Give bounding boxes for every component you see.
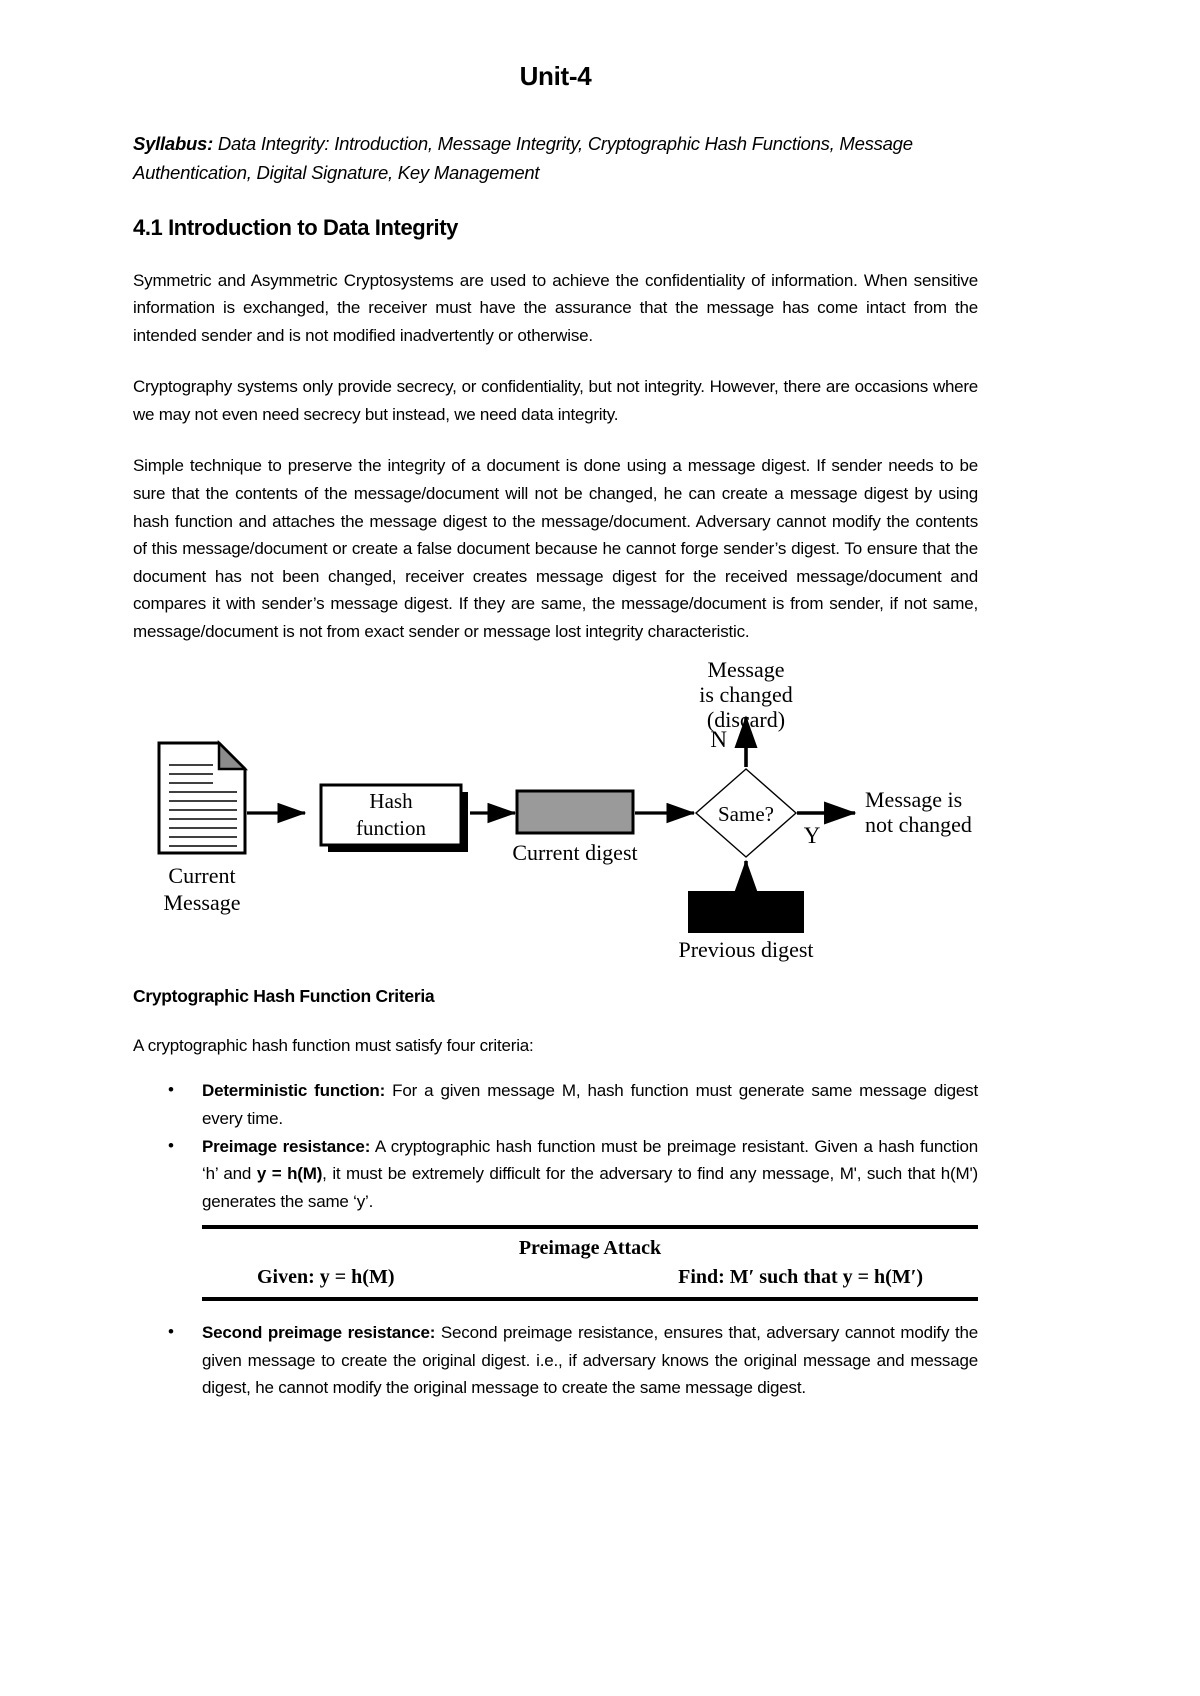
list-item: [133, 1077, 978, 1132]
list-item: [133, 1319, 978, 1402]
current-message-doc-icon: [159, 743, 245, 853]
label-decision: Same?: [718, 802, 774, 827]
current-digest-block: [517, 791, 633, 833]
criteria-intro: A cryptographic hash function must satisfy four criteria:: [133, 1035, 534, 1055]
preimage-attack-find: Find: M′ such that y = h(M′): [678, 1266, 923, 1289]
label-changed-line2: is changed: [699, 682, 793, 708]
paragraph-1: Symmetric and Asymmetric Cryptosystems are used to achieve the confidentiality of information. When sensitive information is exchanged, the receiver must have the assurance that the message has come intact from the intended sender and is not modified inadvertently or otherwise.: [133, 270, 978, 345]
page-title: Unit-4: [519, 61, 592, 91]
previous-digest-block: [688, 891, 804, 933]
label-branch-no: N: [710, 727, 727, 753]
label-changed-line1: Message: [707, 657, 785, 683]
criteria-text-part: A cryptographic hash function must be preimage resistant. Given a hash function ‘h’ and: [202, 1136, 978, 1184]
label-previous-digest: Previous digest: [678, 937, 814, 963]
paragraph-2: Cryptography systems only provide secrecy, or confidentiality, but not integrity. However, there are occasions where we may not even need secrecy but instead, we need data integrity.: [133, 377, 978, 424]
label-hash-line2: function: [356, 816, 426, 841]
preimage-attack-given: Given: y = h(M): [257, 1266, 395, 1289]
label-hash-line1: Hash: [369, 789, 413, 814]
message-integrity-diagram: [133, 655, 978, 985]
bullet-icon: •: [168, 1135, 174, 1155]
subsection-heading: Cryptographic Hash Function Criteria: [133, 986, 435, 1007]
preimage-attack-title: Preimage Attack: [518, 1237, 662, 1260]
preimage-attack-table: [202, 1225, 978, 1301]
criteria-term: Preimage resistance:: [202, 1136, 371, 1156]
label-current-digest: Current digest: [512, 840, 638, 866]
syllabus-text: Data Integrity: Introduction, Message Integrity, Cryptographic Hash Functions, Message Authentication, Digital Signature, Key Management: [133, 132, 913, 183]
syllabus-label: Syllabus:: [133, 132, 213, 154]
criteria-text: For a given message M, hash function must generate same message digest every time.: [202, 1081, 978, 1129]
label-current-message-line2: Message: [163, 890, 241, 916]
preimage-attack-row: [202, 1266, 978, 1289]
criteria-text-part: , it must be extremely difficult for the adversary to find any message, M', such that h(M') generates the same ‘y’.: [202, 1164, 978, 1211]
section-heading: 4.1 Introduction to Data Integrity: [133, 215, 458, 241]
label-changed-line3: (discard): [706, 707, 786, 733]
label-not-changed-line2: not changed: [865, 812, 972, 838]
syllabus-line: [133, 130, 978, 187]
criteria-list: [133, 1077, 978, 1215]
page-content: [133, 0, 978, 1402]
bullet-icon: •: [168, 1080, 174, 1100]
criteria-text: Second preimage resistance, ensures that, adversary cannot modify the given message to create the original digest. i.e., if adversary knows the original message and message digest, he cannot modify the original message to create the same message digest.: [202, 1323, 978, 1398]
criteria-term: Deterministic function:: [202, 1081, 386, 1101]
criteria-text-emphasis: y = h(M): [256, 1164, 323, 1184]
label-current-message-line1: Current: [168, 863, 236, 889]
paragraph-3: Simple technique to preserve the integrity of a document is done using a message digest. If sender needs to be sure that the contents of the message/document will not be changed, he can create a message digest by using hash function and attaches the message digest to the message/document. Adversary cannot modify the contents of this message/document or create a false document because he cannot forge sender’s digest. To ensure that the document has not been changed, receiver creates message digest for the received message/document and compares it with sender’s message digest. If they are same, the message/document is from sender, if not same, message/document is not from exact sender or message lost integrity characteristic.: [133, 456, 978, 641]
label-not-changed-line1: Message is: [865, 787, 963, 813]
bullet-icon: •: [168, 1322, 174, 1342]
list-item: [133, 1133, 978, 1216]
label-branch-yes: Y: [803, 823, 821, 849]
criteria-list-continued: [133, 1319, 978, 1402]
criteria-term: Second preimage resistance:: [202, 1323, 436, 1343]
